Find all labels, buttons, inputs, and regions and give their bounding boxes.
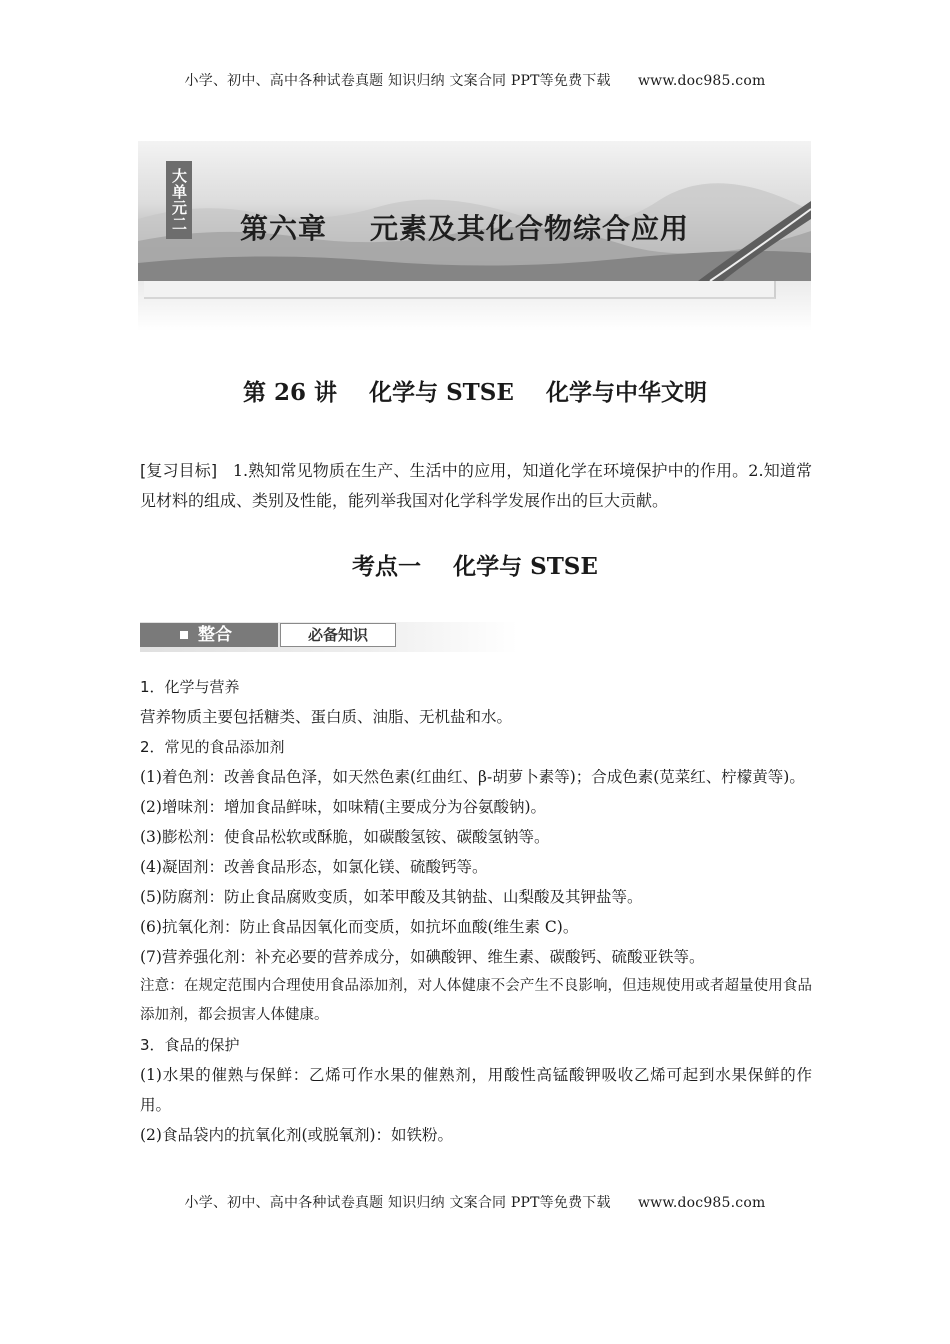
banner-shadow	[144, 281, 776, 299]
footer-url[interactable]: www.doc985.com	[637, 1195, 766, 1211]
chapter-banner	[138, 141, 811, 331]
review-goals	[140, 456, 812, 516]
header-text: 小学、初中、高中各种试卷真题 知识归纳 文案合同 PPT等免费下载	[184, 73, 611, 89]
note: 注意：在规定范围内合理使用食品添加剂，对人体健康不会产生不良影响，但违规使用或者超量使用食品添加剂，都会损害人体健康。	[140, 978, 812, 1023]
heading-nutrition: 1．化学与营养	[140, 678, 240, 696]
header-url[interactable]: www.doc985.com	[637, 73, 766, 89]
list-item: (3)膨松剂：使食品松软或酥脆，如碳酸氢铵、碳酸氢钠等。	[140, 828, 550, 846]
review-goals-tag: [复习目标]	[140, 461, 218, 480]
list-item: (2)食品袋内的抗氧化剂(或脱氧剂)：如铁粉。	[140, 1126, 454, 1144]
footer-text: 小学、初中、高中各种试卷真题 知识归纳 文案合同 PPT等免费下载	[184, 1195, 611, 1211]
paragraph: 营养物质主要包括糖类、蛋白质、油脂、无机盐和水。	[140, 708, 513, 726]
unit-tag: 大单元二	[166, 161, 192, 239]
section-tab-bar	[140, 622, 518, 652]
tab-integrate	[140, 623, 278, 647]
list-item: (4)凝固剂：改善食品形态，如氯化镁、硫酸钙等。	[140, 858, 488, 876]
tab-integrate-label: 整合	[198, 625, 232, 645]
list-item: (1)水果的催熟与保鲜：乙烯可作水果的催熟剂，用酸性高锰酸钾吸收乙烯可起到水果保鲜的作用。	[140, 1066, 812, 1114]
section-title: 考点一 化学与 STSE	[352, 553, 598, 580]
list-item: (5)防腐剂：防止食品腐败变质，如苯甲酸及其钠盐、山梨酸及其钾盐等。	[140, 888, 643, 906]
list-item: (7)营养强化剂：补充必要的营养成分，如碘酸钾、维生素、碳酸钙、硫酸亚铁等。	[140, 948, 705, 966]
list-item: (2)增味剂：增加食品鲜味，如味精(主要成分为谷氨酸钠)。	[140, 798, 547, 816]
page-header	[0, 70, 950, 90]
heading-food-additives: 2．常见的食品添加剂	[140, 738, 285, 756]
main-content	[140, 672, 812, 1150]
list-item: (6)抗氧化剂：防止食品因氧化而变质，如抗坏血酸(维生素 C)。	[140, 918, 579, 936]
heading-food-protection: 3．食品的保护	[140, 1036, 240, 1054]
list-item: (1)着色剂：改善食品色泽，如天然色素(红曲红、β-胡萝卜素等)；合成色素(苋菜红、柠檬黄等)。	[140, 768, 805, 786]
lecture-title: 第 26 讲 化学与 STSE 化学与中华文明	[243, 379, 707, 406]
review-goals-text: 1.熟知常见物质在生产、生活中的应用，知道化学在环境保护中的作用。2.知道常见材料的组成、类别及性能，能列举我国对化学科学发展作出的巨大贡献。	[140, 461, 812, 510]
chapter-title: 第六章 元素及其化合物综合应用	[240, 212, 689, 245]
square-bullet-icon	[180, 631, 188, 639]
page-footer	[0, 1192, 950, 1212]
tab-required-knowledge: 必备知识	[280, 623, 396, 647]
